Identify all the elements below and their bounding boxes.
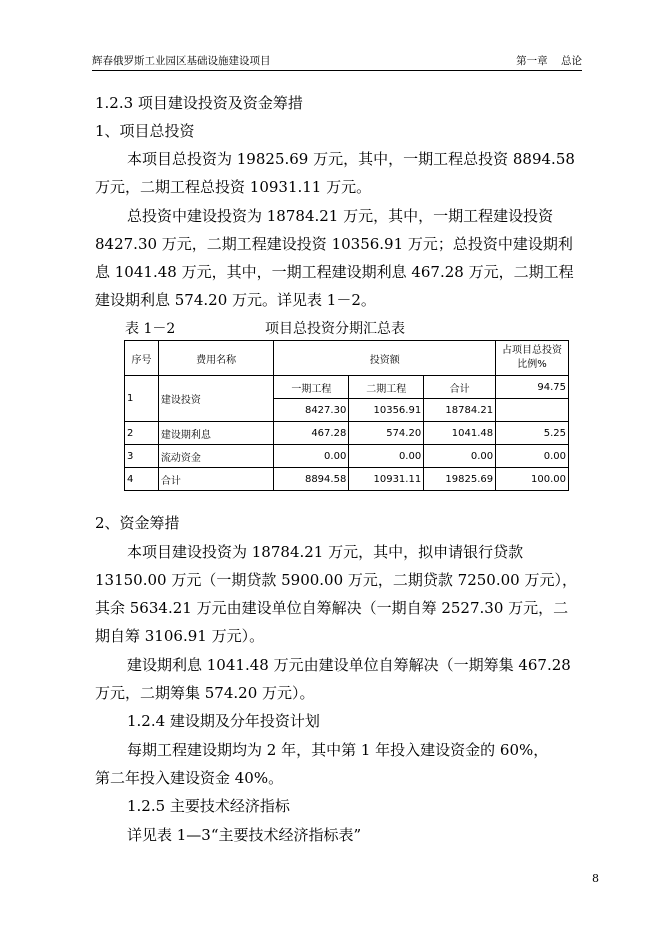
table-header-row	[125, 341, 569, 376]
subheader-total: 合计	[424, 376, 496, 399]
paragraph-line: 万元，二期筹集 574.20 万元）。	[95, 684, 315, 702]
cell-phase1: 467.28	[274, 422, 349, 445]
cell-phase1: 0.00	[274, 445, 349, 468]
cell-no: 1	[125, 376, 159, 422]
cell-no: 2	[125, 422, 159, 445]
paragraph-line: 13150.00 万元（一期贷款 5900.00 万元，二期贷款 7250.00 万元），	[95, 571, 577, 589]
subheading-financing: 2、资金筹措	[95, 514, 180, 532]
table-title: 项目总投资分期汇总表	[265, 321, 405, 337]
table-row	[125, 422, 569, 445]
cell-no: 4	[125, 468, 159, 491]
paragraph-line: 息 1041.48 万元，其中，一期工程建设期利息 467.28 万元，二期工程	[95, 263, 574, 281]
paragraph-line: 其余 5634.21 万元由建设单位自筹解决（一期自筹 2527.30 万元，二	[95, 599, 569, 617]
cell-name: 流动资金	[158, 445, 274, 468]
header-no: 序号	[125, 341, 159, 376]
paragraph-line: 8427.30 万元，二期工程建设投资 10356.91 万元；总投资中建设期利	[95, 235, 573, 253]
paragraph-line: 总投资中建设投资为 18784.21 万元，其中，一期工程建设投资	[127, 207, 554, 225]
header-chapter: 第一章	[516, 55, 548, 67]
cell-phase2: 574.20	[349, 422, 424, 445]
running-header	[92, 52, 582, 71]
heading-1-2-4: 1.2.4 建设期及分年投资计划	[127, 712, 320, 730]
header-title: 辉春俄罗斯工业园区基础设施建设项目	[92, 55, 271, 67]
cell-name: 建设期利息	[158, 422, 274, 445]
header-name: 费用名称	[158, 341, 274, 376]
paragraph-line: 本项目建设投资为 18784.21 万元，其中，拟申请银行贷款	[127, 543, 524, 561]
paragraph-line: 第二年投入建设资金 40%。	[95, 769, 284, 787]
cell-total: 19825.69	[424, 468, 496, 491]
cell-name: 合计	[158, 468, 274, 491]
cell-name: 建设投资	[158, 376, 274, 422]
cell-phase2: 0.00	[349, 445, 424, 468]
header-amount: 投资额	[274, 341, 496, 376]
paragraph-line: 期自筹 3106.91 万元）。	[95, 627, 265, 645]
cell-ratio: 94.75	[496, 376, 569, 399]
header-section: 总论	[561, 55, 582, 67]
heading-1-2-3: 1.2.3 项目建设投资及资金筹措	[95, 94, 303, 112]
paragraph-line: 建设期利息 1041.48 万元由建设单位自筹解决（一期筹集 467.28	[127, 656, 571, 674]
cell-ratio: 0.00	[496, 445, 569, 468]
table-row	[125, 468, 569, 491]
paragraph-line: 本项目总投资为 19825.69 万元，其中，一期工程总投资 8894.58	[127, 150, 575, 168]
cell-total: 18784.21	[424, 399, 496, 422]
header-ratio: 占项目总投资比例%	[496, 341, 569, 376]
cell-ratio-empty	[496, 399, 569, 422]
heading-1-2-5: 1.2.5 主要技术经济指标	[127, 797, 290, 815]
table-caption: 表 1－2	[125, 321, 176, 337]
investment-summary-table	[124, 340, 569, 491]
cell-phase2: 10931.11	[349, 468, 424, 491]
cell-total: 1041.48	[424, 422, 496, 445]
cell-no: 3	[125, 445, 159, 468]
cell-phase2: 10356.91	[349, 399, 424, 422]
paragraph-line: 详见表 1—3“主要技术经济指标表”	[127, 826, 362, 844]
header-chapter-info	[506, 53, 582, 68]
subheader-phase1: 一期工程	[274, 376, 349, 399]
cell-phase1: 8427.30	[274, 399, 349, 422]
page-number: 8	[592, 872, 599, 885]
cell-phase1: 8894.58	[274, 468, 349, 491]
table-row	[125, 376, 569, 399]
table-row	[125, 445, 569, 468]
subheader-phase2: 二期工程	[349, 376, 424, 399]
paragraph-line: 每期工程建设期均为 2 年，其中第 1 年投入建设资金的 60%，	[127, 741, 549, 759]
paragraph-line: 万元，二期工程总投资 10931.11 万元。	[95, 178, 372, 196]
cell-ratio: 100.00	[496, 468, 569, 491]
cell-total: 0.00	[424, 445, 496, 468]
cell-ratio: 5.25	[496, 422, 569, 445]
subheading-total-investment: 1、项目总投资	[95, 122, 195, 140]
paragraph-line: 建设期利息 574.20 万元。详见表 1－2。	[95, 291, 376, 309]
